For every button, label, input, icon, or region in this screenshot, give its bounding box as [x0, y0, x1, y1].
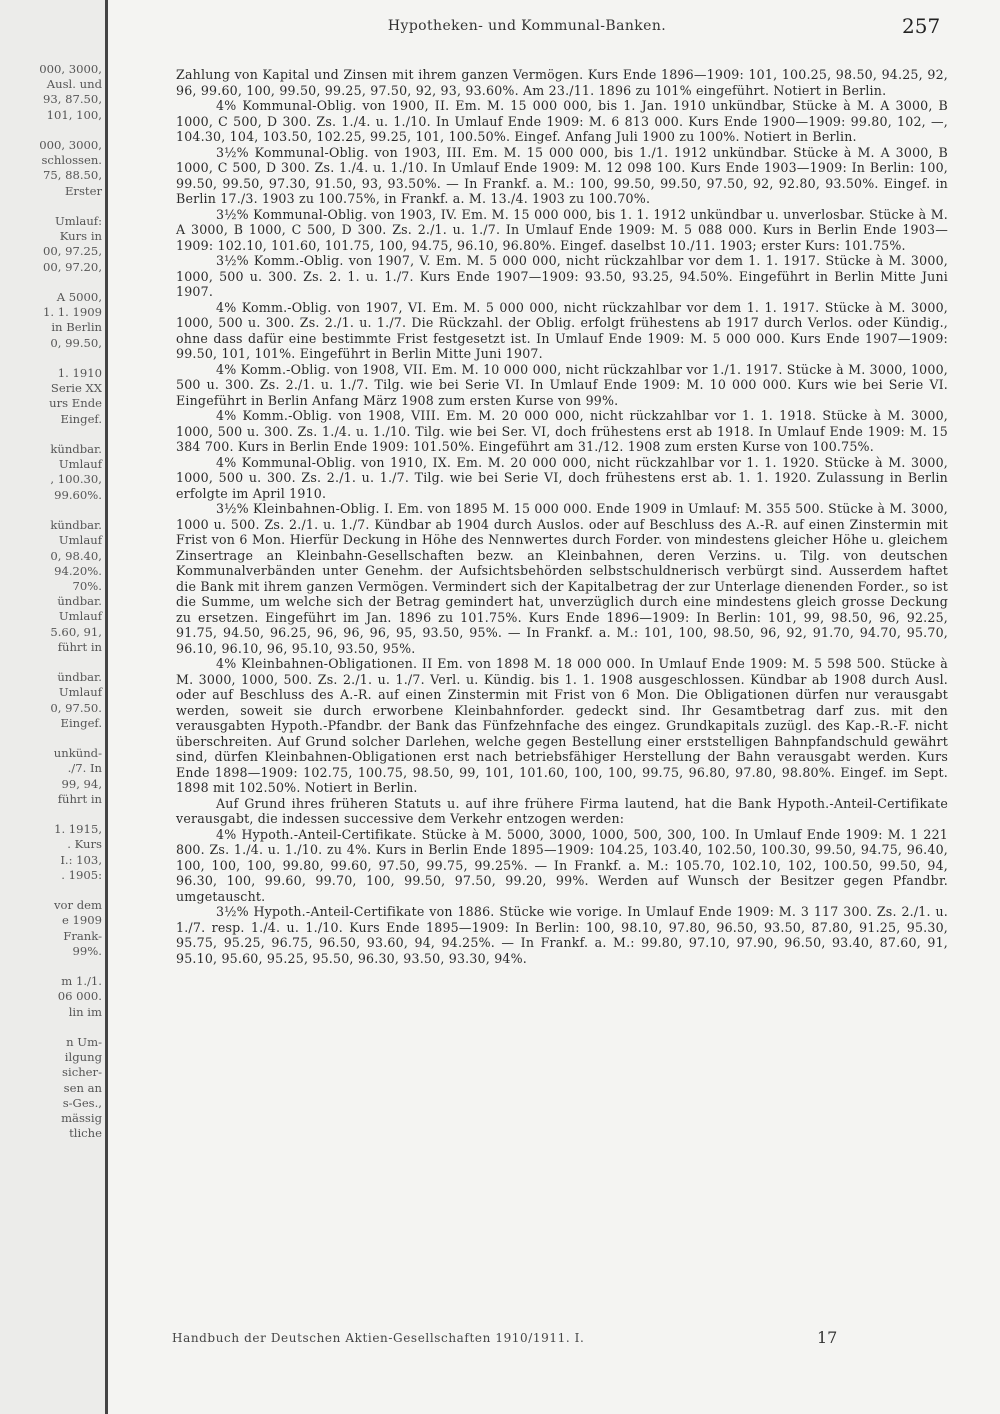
- previous-page-line: s-Ges.,: [62, 1095, 102, 1110]
- paragraph: 3½% Komm.-Oblig. von 1907, V. Em. M. 5 000 000, nicht rückzahlbar vor dem 1. 1. 1917. Stücke à M. 3000, 1000, 500 u. 300. Zs. 2. 1. u. 1./7. Kurs Ende 1907—1909: 93.50, 93.25, 94.50%. Eingeführt in Berlin Mitte Juni 1907.: [176, 253, 948, 299]
- running-title: Hypotheken- und Kommunal-Banken.: [387, 18, 667, 34]
- previous-page-line: 00, 97.25,: [43, 244, 102, 259]
- previous-page-line: kündbar.: [50, 442, 102, 457]
- previous-page-line: Umlauf: [58, 685, 102, 700]
- previous-page-line: Kurs in: [59, 229, 102, 244]
- previous-page-line: [39, 1020, 102, 1035]
- previous-page-line: Frank-: [63, 928, 102, 943]
- page-gutter: [105, 0, 108, 1414]
- previous-page-line: [39, 275, 102, 290]
- previous-page-line: Umlauf:: [54, 214, 102, 229]
- previous-page-line: [39, 427, 102, 442]
- previous-page-line: 99.60%.: [54, 487, 102, 502]
- previous-page-line: 000, 3000,: [39, 62, 102, 76]
- previous-page-line: [39, 655, 102, 670]
- previous-page-line: . 1905:: [61, 867, 102, 882]
- previous-page-line: führt in: [57, 791, 102, 806]
- previous-page-line: A 5000,: [56, 290, 102, 305]
- document-page: [112, 0, 1000, 1414]
- previous-page-line: sen an: [63, 1080, 102, 1095]
- previous-page-line: Umlauf: [58, 457, 102, 472]
- page-number: 257: [902, 14, 941, 38]
- footer-source: Handbuch der Deutschen Aktien-Gesellschaften 1910/1911. I.: [172, 1331, 585, 1345]
- previous-page-line: 1. 1. 1909: [43, 305, 102, 320]
- previous-page-line: Ausl. und: [46, 77, 102, 92]
- previous-page-line: Eingef.: [60, 715, 102, 730]
- paragraph: 3½% Kleinbahnen-Oblig. I. Em. von 1895 M. 15 000 000. Ende 1909 in Umlauf: M. 355 500. Stücke à M. 3000, 1000 u. 500. Zs. 2./1. u. 1./7. Kündbar ab 1904 durch Auslos. oder auf Beschluss des A.-R. auf einen Zinstermin mit Frist von 6 Mon. Hierfür Deckung in Höhe des Nennwertes durch Forder. von mindestens gleicher Höhe u. gleichem Zinsertrage an Kleinbahn-Gesellschaften bezw. an Kleinbahnen, deren Verzins. u. Tilg. von deutschen Kommunalverbänden unter Genehm. der Aufsichtsbehörden selbstschuldnerisch verbürgt sind. Ausserdem haftet die Bank mit ihrem ganzen Vermögen. Vermindert sich der Kapitalbetrag der zur Unterlage dienenden Forder., so ist die Summe, um welche sich der Betrag gemindert hat, unverzüglich durch eine mindestens gleich grosse Deckung zu ersetzen. Eingeführt im Jan. 1896 zu 101.75%. Kurs Ende 1896—1909: In Berlin: 101, 99, 98.50, 96, 92.25, 91.75, 94.50, 96.25, 96, 96, 96, 95, 93.50, 95%. — In Frankf. a. M.: 101, 100, 98.50, 96, 92, 91.70, 94.70, 95.70, 96.10, 96.10, 96, 95.10, 93.50, 95%.: [176, 501, 948, 656]
- previous-page-line: Umlauf: [58, 533, 102, 548]
- paragraph: 4% Kleinbahnen-Obligationen. II Em. von 1898 M. 18 000 000. In Umlauf Ende 1909: M. 5 598 500. Stücke à M. 3000, 1000, 500. Zs. 2./1. u. 1./7. Verl. u. Kündig. bis 1. 1. 1908 ausgeschlossen. Kündbar ab 1908 durch Ausl. oder auf Beschluss des A.-R. auf einen Zinstermin mit Frist von 6 Mon. Die Obligationen dürfen nur verausgabt werden, soweit sie durch erworbene Kleinbahnforder. gedeckt sind. Ihr Gesamtbetrag darf zus. mit den verausgabten Hypoth.-Pfandbr. der Bank das Fünfzehnfache des eingez. Grundkapitals zuzügl. des Kap.-R.-F. nicht überschreiten. Auf Grund solcher Darlehen, welche gegen Bestellung einer erststelligen Bahnpfandschuld gewährt sind, dürfen Kleinbahnen-Obligationen erst nach betriebsfähiger Herstellung der Bahn verausgabt werden. Kurs Ende 1898—1909: 102.75, 100.75, 98.50, 99, 101, 101.60, 100, 100, 99.75, 96.80, 97.80, 98.80%. Eingef. im Sept. 1898 mit 102.50%. Notiert in Berlin.: [176, 656, 948, 795]
- previous-page-line: 0, 99.50,: [50, 335, 102, 350]
- previous-page-line: tliche: [69, 1126, 102, 1141]
- previous-page-line: in Berlin: [51, 320, 102, 335]
- previous-page-line: unkünd-: [53, 746, 102, 761]
- previous-page-line: . Kurs: [67, 837, 102, 852]
- paragraph: Auf Grund ihres früheren Statuts u. auf ihre frühere Firma lautend, hat die Bank Hypoth.-Anteil-Certifikate verausgabt, die indessen successive dem Verkehr entzogen werden:: [176, 795, 948, 826]
- previous-page-line: 06 000.: [57, 989, 102, 1004]
- previous-page-line: mässig: [61, 1111, 102, 1126]
- previous-page-line: , 100.30,: [50, 472, 102, 487]
- previous-page-line: [39, 503, 102, 518]
- previous-page-line: 1. 1910: [57, 366, 102, 381]
- previous-page-line: 94.20%.: [54, 563, 102, 578]
- previous-page-line: 5.60, 91,: [50, 624, 102, 639]
- previous-page-line: führt in: [57, 639, 102, 654]
- paragraph: 3½% Kommunal-Oblig. von 1903, III. Em. M. 15 000 000, bis 1./1. 1912 unkündbar. Stücke à M. A 3000, B 1000, C 500, D 300. Zs. 1./4. u. 1./10. In Umlauf Ende 1909: M. 12 098 100. Kurs Ende 1903—1909: In Berlin: 100, 99.50, 99.50, 97.30, 91.50, 93, 93.50%. — In Frankf. a. M.: 100, 99.50, 99.50, 97.50, 92, 92.80, 93.50%. Eingef. in Berlin 17./3. 1903 zu 100.75%, in Frankf. a. M. 13./4. 1903 zu 100.70%.: [176, 144, 948, 206]
- previous-page-line: [39, 123, 102, 138]
- previous-page-line: e 1909: [61, 913, 102, 928]
- previous-page-line: Erster: [64, 183, 102, 198]
- previous-page-line: 101, 100,: [46, 107, 102, 122]
- previous-page-line: m 1./1.: [61, 974, 102, 989]
- paragraph: 4% Kommunal-Oblig. von 1910, IX. Em. M. 20 000 000, nicht rückzahlbar vor 1. 1. 1920. Stücke à M. 3000, 1000, 500 u. 300. Zs. 2./1. u. 1./7. Tilg. wie bei Serie VI, doch frühestens erst ab. 1. 1. 1920. Zulassung in Berlin erfolgte im April 1910.: [176, 454, 948, 501]
- previous-page-line: 93, 87.50,: [43, 92, 102, 107]
- previous-page-line: 0, 98.40,: [50, 548, 102, 563]
- previous-page-strip: [0, 0, 108, 1414]
- previous-page-line: 70%.: [72, 578, 102, 593]
- footer-sheet-number: 17: [817, 1328, 838, 1347]
- previous-page-line: sicher-: [62, 1065, 102, 1080]
- previous-page-line: lin im: [68, 1004, 102, 1019]
- paragraph: 3½% Hypoth.-Anteil-Certifikate von 1886. Stücke wie vorige. In Umlauf Ende 1909: M. 3 117 300. Zs. 2./1. u. 1./7. resp. 1./4. u. 1./10. Kurs Ende 1895—1909: In Berlin: 100, 98.10, 97.80, 96.50, 93.50, 87.80, 91.25, 95.30, 95.75, 95.25, 96.75, 96.50, 93.60, 94, 94.25%. — In Frankf. a. M.: 99.80, 97.10, 97.90, 96.50, 93.40, 87.60, 91, 95.10, 95.60, 95.25, 95.50, 96.30, 93.50, 93.30, 94%.: [176, 904, 948, 966]
- previous-page-line: ./7. In: [67, 761, 102, 776]
- previous-page-line: 99%.: [72, 943, 102, 958]
- previous-page-line: ündbar.: [57, 670, 102, 685]
- previous-page-line: n Um-: [66, 1035, 102, 1049]
- previous-page-fragments: [39, 62, 102, 1141]
- previous-page-line: I.: 103,: [60, 852, 102, 867]
- previous-page-line: [39, 731, 102, 746]
- previous-page-line: vor dem: [53, 898, 102, 913]
- previous-page-line: schlossen.: [41, 153, 102, 168]
- body-text: [176, 67, 948, 966]
- previous-page-line: 000, 3000,: [39, 138, 102, 153]
- previous-page-line: [39, 199, 102, 214]
- previous-page-line: Serie XX: [50, 381, 102, 396]
- previous-page-line: [39, 807, 102, 822]
- previous-page-line: 99, 94,: [61, 776, 102, 791]
- paragraph: 4% Kommunal-Oblig. von 1900, II. Em. M. 15 000 000, bis 1. Jan. 1910 unkündbar, Stücke à M. A 3000, B 1000, C 500, D 300. Zs. 1./4. u. 1./10. In Umlauf Ende 1909: M. 6 813 000. Kurs Ende 1900—1909: 99.80, 102, —, 104.30, 104, 103.50, 102.25, 99.25, 101, 100.50%. Eingef. Anfang Juli 1900 zu 100%. Notiert in Berlin.: [176, 98, 948, 144]
- previous-page-line: [39, 351, 102, 366]
- previous-page-line: 0, 97.50.: [50, 700, 102, 715]
- previous-page-line: ilgung: [64, 1050, 102, 1065]
- paragraph: 3½% Kommunal-Oblig. von 1903, IV. Em. M. 15 000 000, bis 1. 1. 1912 unkündbar u. unverlosbar. Stücke à M. A 3000, B 1000, C 500, D 300. Zs. 2./1. u. 1./7. In Umlauf Ende 1909: M. 5 088 000. Kurs in Berlin Ende 1903—1909: 102.10, 101.60, 101.75, 100, 94.75, 96.10, 96.80%. Eingef. daselbst 10./11. 1903; erster Kurs: 101.75%.: [176, 206, 948, 253]
- previous-page-line: ündbar.: [57, 594, 102, 609]
- previous-page-line: [39, 959, 102, 974]
- paragraph: 4% Komm.-Oblig. von 1908, VIII. Em. M. 20 000 000, nicht rückzahlbar vor 1. 1. 1918. Stücke à M. 3000, 1000, 500 u. 300. Zs. 1./4. u. 1./10. Tilg. wie bei Ser. VI, doch frühestens erst ab 1918. In Umlauf Ende 1909: M. 15 384 700. Kurs in Berlin Ende 1909: 101.50%. Eingeführt am 31./12. 1908 zum ersten Kurse von 100.75%.: [176, 408, 948, 454]
- previous-page-line: 00, 97.20,: [43, 259, 102, 274]
- previous-page-line: Umlauf: [58, 609, 102, 624]
- previous-page-line: 1. 1915,: [54, 822, 102, 837]
- paragraph: Zahlung von Kapital und Zinsen mit ihrem ganzen Vermögen. Kurs Ende 1896—1909: 101, 100.25, 98.50, 94.25, 92, 96, 99.60, 100, 99.50, 99.25, 97.50, 92, 93, 93.60%. Am 23./11. 1896 zu 101% eingeführt. Notiert in Berlin.: [176, 67, 948, 98]
- previous-page-line: 75, 88.50,: [43, 168, 102, 183]
- paragraph: 4% Komm.-Oblig. von 1907, VI. Em. M. 5 000 000, nicht rückzahlbar vor dem 1. 1. 1917. Stücke à M. 3000, 1000, 500 u. 300. Zs. 2./1. u. 1./7. Die Rückzahl. der Oblig. erfolgt frühestens ab 1917 durch Verlos. oder Kündig., ohne dass dafür eine bestimmte Frist festgesetzt ist. In Umlauf Ende 1909: M. 5 000 000. Kurs Ende 1907—1909: 99.50, 101, 101%. Eingeführt in Berlin Mitte Juni 1907.: [176, 299, 948, 361]
- previous-page-line: kündbar.: [50, 518, 102, 533]
- previous-page-line: urs Ende: [49, 396, 102, 411]
- previous-page-line: Eingef.: [60, 411, 102, 426]
- paragraph: 4% Komm.-Oblig. von 1908, VII. Em. M. 10 000 000, nicht rückzahlbar vor 1./1. 1917. Stücke à M. 3000, 1000, 500 u. 300. Zs. 2./1. u. 1./7. Tilg. wie bei Serie VI. In Umlauf Ende 1909: M. 10 000 000. Kurs wie bei Serie VI. Eingeführt in Berlin Anfang März 1908 zum ersten Kurse von 99%.: [176, 361, 948, 408]
- previous-page-line: [39, 883, 102, 898]
- paragraph: 4% Hypoth.-Anteil-Certifikate. Stücke à M. 5000, 3000, 1000, 500, 300, 100. In Umlauf Ende 1909: M. 1 221 800. Zs. 1./4. u. 1./10. zu 4%. Kurs in Berlin Ende 1895—1909: 104.25, 103.40, 102.50, 100.30, 99.50, 94.75, 96.40, 100, 100, 100, 99.80, 99.60, 97.50, 99.75, 99.25%. — In Frankf. a. M.: 105.70, 102.10, 102, 100.50, 99.50, 94, 96.30, 100, 99.60, 99.70, 100, 99.50, 97.50, 99.20, 99%. Werden auf Wunsch der Besitzer gegen Pfandbr. umgetauscht.: [176, 826, 948, 904]
